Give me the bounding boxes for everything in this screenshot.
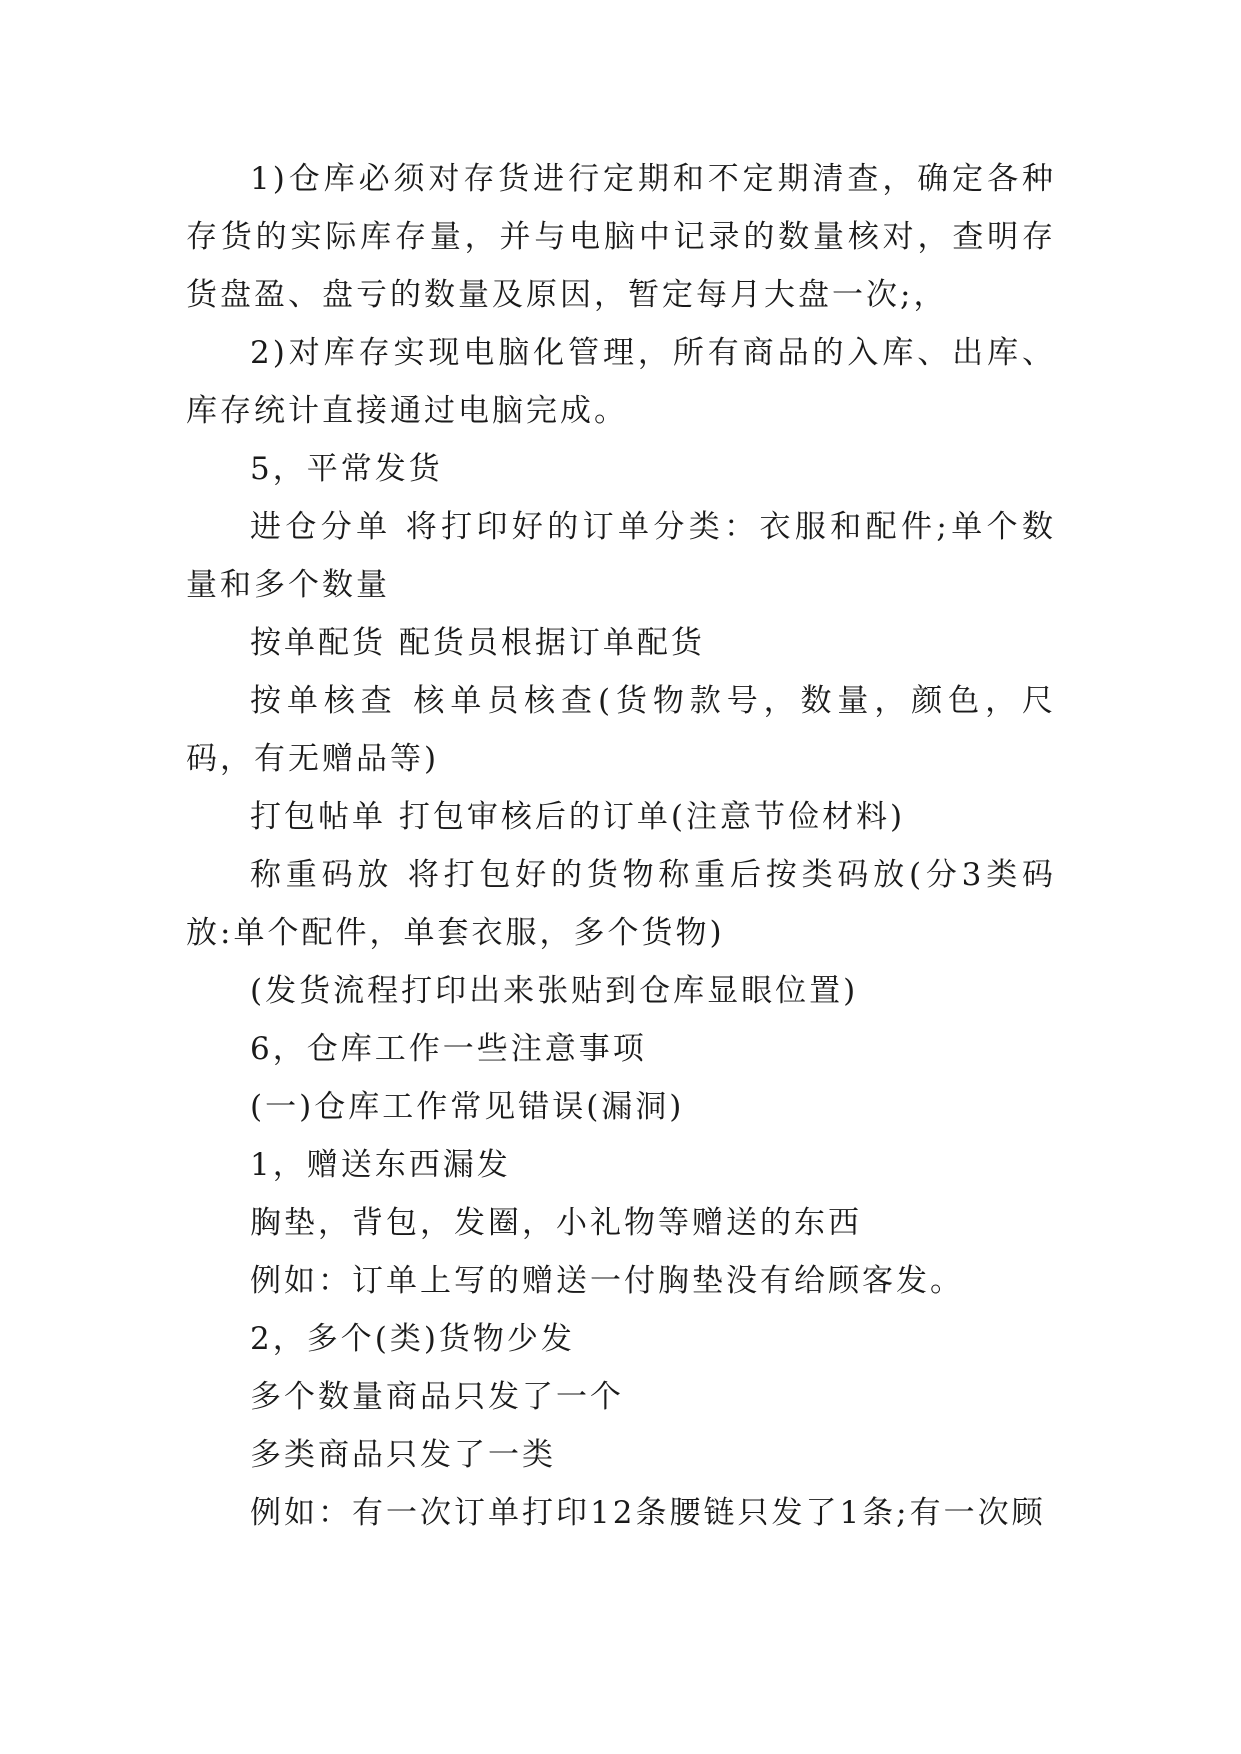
heading-short-shipment: 2，多个(类)货物少发 (250, 1321, 575, 1357)
paragraph-post-process: (发货流程打印出来张贴到仓库显眼位置) (250, 973, 859, 1009)
paragraph-category-short: 多类商品只发了一类 (250, 1437, 556, 1473)
paragraph-check-orders: 按单核查 核单员核查(货物款号，数量，颜色，尺码，有无赠品等) (186, 683, 1056, 777)
paragraph-gift-items: 胸垫，背包，发圈，小礼物等赠送的东西 (250, 1205, 862, 1241)
paragraph-quantity-short: 多个数量商品只发了一个 (250, 1379, 624, 1415)
paragraph-inventory-check: 1)仓库必须对存货进行定期和不定期清查，确定各种存货的实际库存量，并与电脑中记录的数量核对，查明存货盘盈、盘亏的数量及原因，暂定每月大盘一次;， (186, 161, 1056, 313)
heading-common-errors: (一)仓库工作常见错误(漏洞) (250, 1089, 685, 1125)
heading-missing-gifts: 1，赠送东西漏发 (250, 1147, 511, 1183)
paragraph-pick-goods: 按单配货 配货员根据订单配货 (250, 625, 705, 661)
paragraph-short-example: 例如：有一次订单打印12条腰链只发了1条;有一次顾 (250, 1495, 1046, 1531)
paragraph-gift-example: 例如：订单上写的赠送一付胸垫没有给顾客发。 (250, 1263, 964, 1299)
paragraph-pack-orders: 打包帖单 打包审核后的订单(注意节俭材料) (250, 799, 906, 835)
document-body (186, 150, 1056, 1542)
heading-regular-shipping: 5，平常发货 (250, 451, 443, 487)
paragraph-sort-orders: 进仓分单 将打印好的订单分类：衣服和配件;单个数量和多个数量 (186, 509, 1056, 603)
paragraph-weigh-stack: 称重码放 将打包好的货物称重后按类码放(分3类码放:单个配件，单套衣服，多个货物) (186, 857, 1056, 951)
paragraph-computerized-management: 2)对库存实现电脑化管理，所有商品的入库、出库、库存统计直接通过电脑完成。 (186, 335, 1056, 429)
heading-warehouse-notes: 6，仓库工作一些注意事项 (250, 1031, 647, 1067)
